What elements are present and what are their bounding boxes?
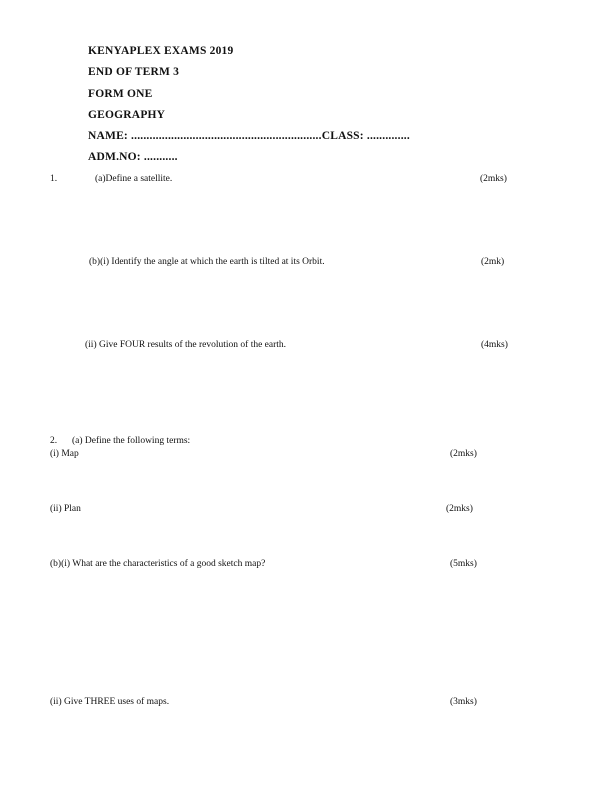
question-text: (ii) Plan bbox=[50, 504, 81, 514]
question-number: 1. bbox=[50, 174, 58, 184]
question-number: 2. bbox=[50, 436, 58, 446]
subject-label: GEOGRAPHY bbox=[88, 109, 166, 121]
question-text: (a)Define a satellite. bbox=[95, 174, 173, 184]
question-marks: (2mks) bbox=[480, 174, 507, 184]
exam-title: KENYAPLEX EXAMS 2019 bbox=[88, 45, 234, 57]
adm-no-field: ADM.NO: ........... bbox=[88, 151, 178, 163]
term-label: END OF TERM 3 bbox=[88, 66, 180, 78]
question-text: (b)(i) What are the characteristics of a good sketch map? bbox=[50, 559, 266, 569]
question-text: (a) Define the following terms: bbox=[72, 436, 191, 446]
form-label: FORM ONE bbox=[88, 88, 153, 100]
question-marks: (2mks) bbox=[450, 449, 477, 459]
name-class-field: NAME: ..............................................................CLASS: .............. bbox=[88, 130, 410, 142]
question-text: (i) Map bbox=[50, 449, 79, 459]
question-marks: (4mks) bbox=[481, 340, 508, 350]
question-text: (ii) Give FOUR results of the revolution of the earth. bbox=[85, 340, 287, 350]
question-marks: (2mks) bbox=[446, 504, 473, 514]
question-marks: (3mks) bbox=[450, 697, 477, 707]
question-text: (b)(i) Identify the angle at which the earth is tilted at its Orbit. bbox=[89, 257, 325, 267]
question-text: (ii) Give THREE uses of maps. bbox=[50, 697, 170, 707]
question-marks: (2mk) bbox=[481, 257, 505, 267]
question-marks: (5mks) bbox=[450, 559, 477, 569]
